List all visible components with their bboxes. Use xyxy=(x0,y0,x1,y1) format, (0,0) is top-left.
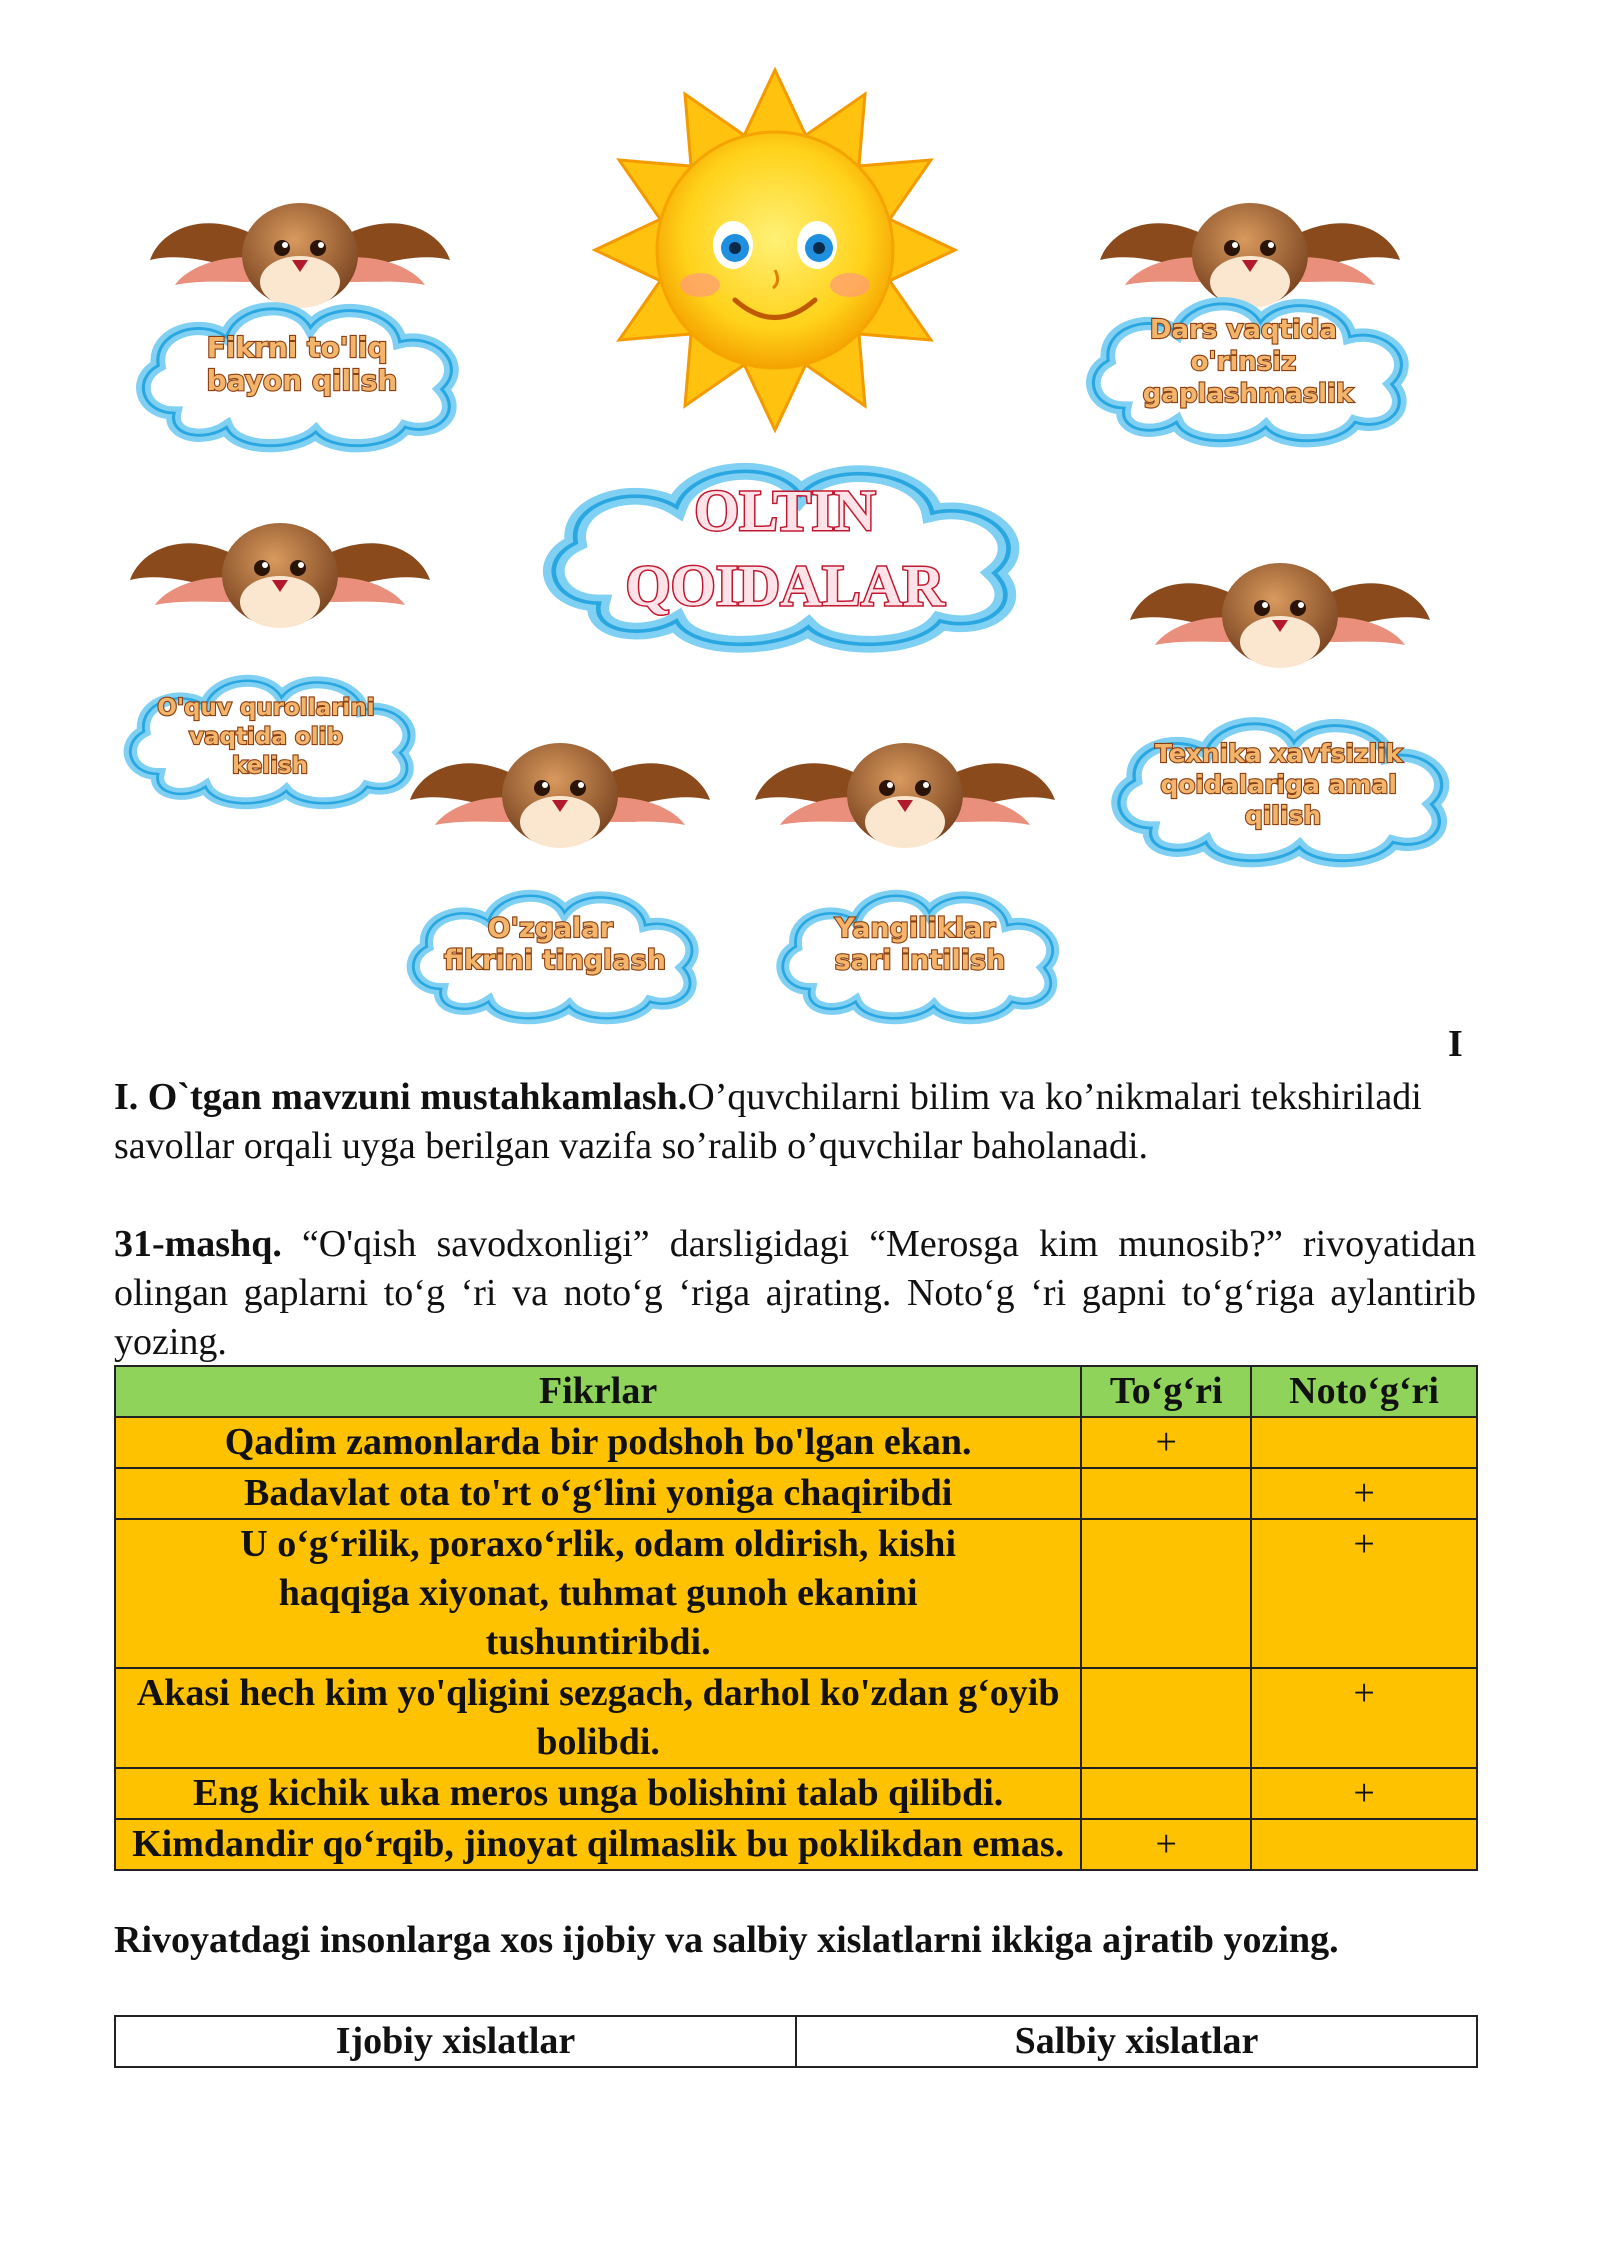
column-header-wrong: Noto‘g‘ri xyxy=(1251,1366,1477,1417)
exercise-text: “O'qish savodxonligi” darsligidagi “Merosga kim munosib?” rivoyatidan olingan gaplarni to‘g ‘ri va noto‘g ‘riga ajrating. Noto‘g ‘ri gapni to‘g‘riga aylantirib yozing. xyxy=(114,1223,1476,1363)
statement-cell: Akasi hech kim yo'qligini sezgach, darhol ko'zdan g‘oyib bolibdi. xyxy=(115,1668,1081,1768)
table-header-row xyxy=(115,1366,1477,1417)
bird-illustration xyxy=(410,743,710,848)
table-row xyxy=(115,1768,1477,1819)
wrong-mark-cell xyxy=(1251,1819,1477,1870)
rule-text: Dars vaqtida o'rinsiz gaplashmaslik xyxy=(1142,315,1354,409)
exercise-label: 31-mashq. xyxy=(114,1223,282,1265)
section-roman-numeral: I xyxy=(1448,1023,1463,1065)
rule-text: Yangiliklar sari intilish xyxy=(834,913,1006,976)
wrong-mark-cell: + xyxy=(1251,1668,1477,1768)
bird-illustration xyxy=(1130,563,1430,668)
review-paragraph xyxy=(114,1073,1476,1171)
statement-cell: Qadim zamonlarda bir podshoh bo'lgan ekan. xyxy=(115,1417,1081,1468)
wrong-mark-cell: + xyxy=(1251,1519,1477,1668)
statement-cell: Badavlat ota to'rt o‘g‘lini yoniga chaqiribdi xyxy=(115,1468,1081,1519)
column-header-correct: To‘g‘ri xyxy=(1081,1366,1251,1417)
table-row xyxy=(115,1668,1477,1768)
traits-table xyxy=(114,2015,1478,2068)
column-header-positive-traits: Ijobiy xislatlar xyxy=(115,2016,796,2067)
statement-cell: Kimdandir qo‘rqib, jinoyat qilmaslik bu poklikdan emas. xyxy=(115,1819,1081,1870)
table-header-row xyxy=(115,2016,1477,2067)
correct-mark-cell xyxy=(1081,1768,1251,1819)
rule-text: O'zgalar fikrini tinglash xyxy=(444,913,666,976)
wrong-mark-cell: + xyxy=(1251,1768,1477,1819)
sun-illustration xyxy=(595,70,955,430)
column-header-statements: Fikrlar xyxy=(115,1366,1081,1417)
table-row xyxy=(115,1819,1477,1870)
correct-mark-cell xyxy=(1081,1668,1251,1768)
exercise-paragraph xyxy=(114,1220,1476,1367)
correct-mark-cell: + xyxy=(1081,1417,1251,1468)
correct-mark-cell: + xyxy=(1081,1819,1251,1870)
traits-task-paragraph: Rivoyatdagi insonlarga xos ijobiy va salbiy xislatlarni ikkiga ajratib yozing. xyxy=(114,1919,1339,1961)
statement-cell: Eng kichik uka meros unga bolishini talab qilibdi. xyxy=(115,1768,1081,1819)
poster-title-line1: OLTIN xyxy=(694,478,876,543)
bird-illustration xyxy=(1100,203,1400,308)
column-header-negative-traits: Salbiy xislatlar xyxy=(796,2016,1477,2067)
table-row xyxy=(115,1468,1477,1519)
rule-text: Texnika xavfsizlik qoidalariga amal qilish xyxy=(1154,739,1403,830)
review-heading: I. O`tgan mavzuni mustahkamlash. xyxy=(114,1076,688,1118)
facts-table xyxy=(114,1365,1478,1871)
wrong-mark-cell xyxy=(1251,1417,1477,1468)
golden-rules-poster xyxy=(0,0,1600,1040)
table-row xyxy=(115,1417,1477,1468)
poster-title-line2: QOIDALAR xyxy=(625,553,945,618)
wrong-mark-cell: + xyxy=(1251,1468,1477,1519)
bird-illustration xyxy=(130,523,430,628)
review-text: O’quvchilarni bilim va ko’nikmalari tekshiriladi savollar orqali uyga berilgan vazifa so’ralib o’quvchilar baholanadi. xyxy=(114,1076,1422,1167)
correct-mark-cell xyxy=(1081,1519,1251,1668)
correct-mark-cell xyxy=(1081,1468,1251,1519)
table-row xyxy=(115,1519,1477,1668)
rule-text: O'quv qurollarini vaqtida olib kelish xyxy=(157,695,375,779)
bird-illustration xyxy=(150,203,450,308)
rule-text: Fikrni to'liq bayon qilish xyxy=(206,331,398,397)
statement-cell: U o‘g‘rilik, poraxo‘rlik, odam oldirish, kishi haqqiga xiyonat, tuhmat gunoh ekanini tushuntiribdi. xyxy=(115,1519,1081,1668)
bird-illustration xyxy=(755,743,1055,848)
